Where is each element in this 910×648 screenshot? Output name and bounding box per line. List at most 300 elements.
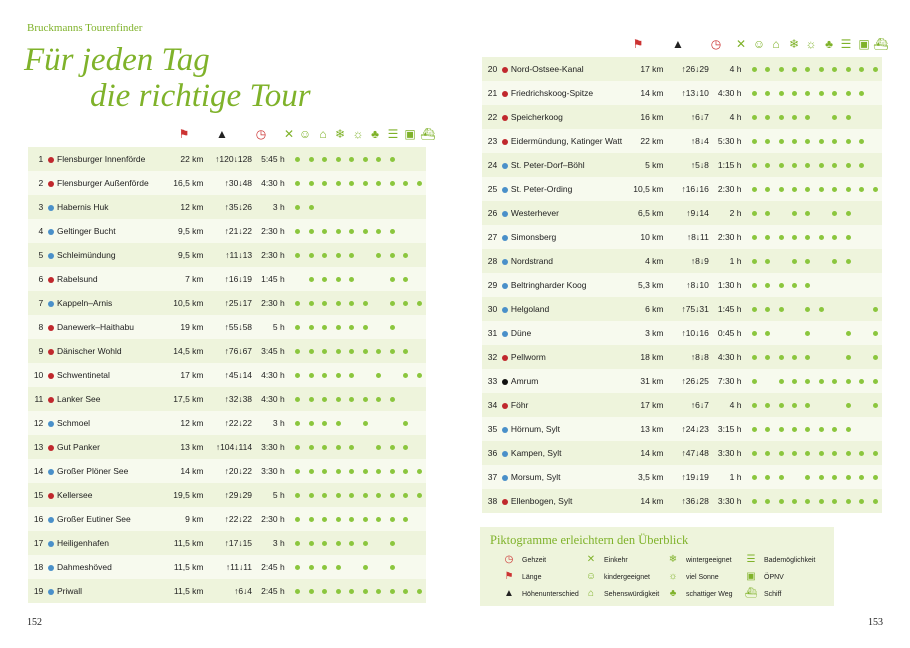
region-dot-icon — [48, 541, 54, 547]
tour-length: 11,5 km — [163, 579, 204, 603]
feature-dot-icon — [390, 589, 395, 594]
feature-dot-icon — [792, 379, 797, 384]
tour-length: 19,5 km — [163, 483, 204, 507]
feature-dot-icon — [779, 355, 784, 360]
tour-time: 2:30 h — [711, 225, 748, 249]
tour-row — [482, 345, 882, 369]
region-dot-icon — [48, 181, 54, 187]
tour-length: 14 km — [623, 489, 664, 513]
feature-dot-icon — [390, 493, 395, 498]
feature-dot-icon — [363, 397, 368, 402]
tour-time: 3:30 h — [711, 441, 748, 465]
feature-mark — [868, 489, 882, 513]
tour-elevation: ↑6↓7 — [664, 393, 711, 417]
tour-elevation: ↑47↓48 — [664, 441, 711, 465]
feature-mark — [385, 339, 399, 363]
feature-dot-icon — [349, 229, 354, 234]
feature-dot-icon — [403, 469, 408, 474]
feature-mark — [828, 369, 841, 393]
sun-icon: ☼ — [805, 37, 817, 51]
feature-dot-icon — [805, 451, 810, 456]
feature-dot-icon — [765, 283, 770, 288]
tour-time: 1 h — [711, 465, 748, 489]
feature-dot-icon — [322, 469, 327, 474]
feature-dot-icon — [846, 139, 851, 144]
tour-elevation: ↑10↓16 — [664, 321, 711, 345]
tour-number: 35 — [482, 417, 500, 441]
feature-dot-icon — [752, 307, 757, 312]
legend-label: Länge — [522, 574, 542, 581]
region-dot-icon — [48, 325, 54, 331]
feature-mark — [385, 195, 399, 219]
clock-icon: ◷ — [504, 554, 514, 565]
feature-dot-icon — [322, 445, 327, 450]
feature-dot-icon — [873, 187, 878, 192]
feature-dot-icon — [752, 427, 757, 432]
feature-mark — [842, 153, 855, 177]
feature-mark — [801, 273, 814, 297]
tour-length: 11,5 km — [163, 531, 204, 555]
feature-mark — [842, 465, 855, 489]
feature-dot-icon — [309, 373, 314, 378]
tour-number: 15 — [28, 483, 46, 507]
region-dot-icon — [48, 469, 54, 475]
feature-mark — [345, 435, 359, 459]
feature-mark — [304, 267, 318, 291]
feature-mark — [855, 393, 868, 417]
legend-label: Höhenunterschied — [522, 591, 579, 598]
feature-dot-icon — [819, 163, 824, 168]
feature-dot-icon — [765, 163, 770, 168]
feature-dot-icon — [376, 373, 381, 378]
feature-mark — [801, 345, 814, 369]
feature-dot-icon — [846, 427, 851, 432]
feature-mark — [774, 441, 787, 465]
feature-mark — [842, 297, 855, 321]
tour-length: 14 km — [623, 441, 664, 465]
feature-mark — [868, 369, 882, 393]
bathing-icon: ☰ — [840, 37, 852, 51]
feature-dot-icon — [403, 493, 408, 498]
feature-dot-icon — [390, 565, 395, 570]
feature-dot-icon — [846, 331, 851, 336]
feature-dot-icon — [819, 427, 824, 432]
feature-dot-icon — [336, 421, 341, 426]
feature-dot-icon — [349, 157, 354, 162]
tour-time: 2:30 h — [254, 219, 291, 243]
tour-row — [482, 249, 882, 273]
feature-mark — [828, 249, 841, 273]
feature-dot-icon — [846, 211, 851, 216]
tour-time: 3 h — [254, 411, 291, 435]
feature-dot-icon — [309, 493, 314, 498]
feature-mark — [291, 195, 305, 219]
tour-row — [28, 363, 426, 387]
feature-mark — [748, 153, 761, 177]
feature-mark — [385, 315, 399, 339]
feature-mark — [748, 321, 761, 345]
feature-mark — [788, 441, 801, 465]
feature-dot-icon — [832, 67, 837, 72]
feature-mark — [372, 555, 386, 579]
feature-mark — [828, 57, 841, 81]
tour-number: 26 — [482, 201, 500, 225]
feature-dot-icon — [846, 235, 851, 240]
feature-mark — [331, 195, 345, 219]
feature-mark — [761, 129, 774, 153]
feature-mark — [385, 411, 399, 435]
feature-dot-icon — [390, 397, 395, 402]
feature-dot-icon — [765, 403, 770, 408]
feature-dot-icon — [309, 541, 314, 546]
tour-time: 5:30 h — [711, 129, 748, 153]
feature-dot-icon — [779, 427, 784, 432]
feature-dot-icon — [832, 235, 837, 240]
feature-dot-icon — [873, 379, 878, 384]
feature-dot-icon — [832, 115, 837, 120]
feature-mark — [412, 483, 426, 507]
feature-dot-icon — [336, 565, 341, 570]
feature-dot-icon — [765, 67, 770, 72]
legend-label: Einkehr — [604, 557, 628, 564]
feature-mark — [399, 291, 413, 315]
feature-mark — [412, 555, 426, 579]
feature-mark — [868, 57, 882, 81]
tour-elevation: ↑13↓10 — [664, 81, 711, 105]
tour-row — [28, 483, 426, 507]
shade-icon: ♣ — [825, 37, 833, 51]
feature-dot-icon — [832, 139, 837, 144]
feature-mark — [372, 435, 386, 459]
feature-dot-icon — [322, 157, 327, 162]
tour-number: 28 — [482, 249, 500, 273]
feature-dot-icon — [805, 427, 810, 432]
tour-elevation: ↑19↓19 — [664, 465, 711, 489]
feature-mark — [345, 291, 359, 315]
feature-dot-icon — [846, 187, 851, 192]
feature-dot-icon — [309, 325, 314, 330]
feature-dot-icon — [349, 445, 354, 450]
restaurant-icon: ✕ — [735, 37, 747, 51]
feature-mark — [774, 465, 787, 489]
tour-elevation: ↑26↓25 — [664, 369, 711, 393]
feature-mark — [304, 291, 318, 315]
feature-dot-icon — [805, 403, 810, 408]
feature-mark — [842, 489, 855, 513]
feature-mark — [815, 297, 828, 321]
legend-item — [584, 587, 659, 602]
feature-dot-icon — [765, 139, 770, 144]
feature-dot-icon — [417, 469, 422, 474]
feature-dot-icon — [832, 163, 837, 168]
feature-dot-icon — [295, 157, 300, 162]
feature-dot-icon — [322, 349, 327, 354]
feature-mark — [291, 315, 305, 339]
feature-dot-icon — [349, 541, 354, 546]
region-dot — [46, 507, 55, 531]
tour-time: 4 h — [711, 105, 748, 129]
feature-mark — [385, 531, 399, 555]
feature-dot-icon — [819, 139, 824, 144]
feature-mark — [399, 243, 413, 267]
tour-row — [28, 195, 426, 219]
feature-dot-icon — [390, 517, 395, 522]
feature-dot-icon — [376, 253, 381, 258]
legend-title: Piktogramme erleichtern den Überblick — [490, 533, 689, 547]
feature-dot-icon — [309, 205, 314, 210]
feature-dot-icon — [390, 469, 395, 474]
feature-dot-icon — [805, 235, 810, 240]
feature-mark — [304, 243, 318, 267]
feature-dot-icon — [819, 187, 824, 192]
tour-name: Föhr — [509, 393, 623, 417]
legend-label: Sehenswürdigkeit — [604, 591, 660, 598]
feature-mark — [815, 153, 828, 177]
winter-icon: ❄ — [668, 554, 678, 565]
tour-elevation: ↑11↓13 — [204, 243, 255, 267]
feature-dot-icon — [779, 115, 784, 120]
tour-row — [28, 435, 426, 459]
feature-mark — [748, 201, 761, 225]
feature-mark — [748, 489, 761, 513]
tour-name: Schwentinetal — [55, 363, 163, 387]
feature-mark — [855, 321, 868, 345]
tour-row — [28, 171, 426, 195]
feature-mark — [345, 411, 359, 435]
feature-dot-icon — [417, 373, 422, 378]
region-dot-icon — [48, 205, 54, 211]
feature-dot-icon — [765, 331, 770, 336]
legend-label: kindergeeignet — [604, 574, 650, 581]
feature-dot-icon — [873, 355, 878, 360]
tour-elevation: ↑32↓38 — [204, 387, 255, 411]
region-dot-icon — [502, 211, 508, 217]
tour-length: 10,5 km — [623, 177, 664, 201]
feature-mark — [801, 153, 814, 177]
tour-elevation: ↑24↓23 — [664, 417, 711, 441]
region-dot — [46, 291, 55, 315]
feature-dot-icon — [363, 229, 368, 234]
feature-mark — [399, 171, 413, 195]
length-icon: ⚑ — [632, 37, 644, 51]
feature-dot-icon — [417, 493, 422, 498]
tour-elevation: ↑20↓22 — [204, 459, 255, 483]
bus-icon: ▣ — [746, 571, 756, 582]
icon-header-right — [630, 36, 890, 56]
feature-dot-icon — [779, 139, 784, 144]
feature-dot-icon — [295, 517, 300, 522]
feature-dot-icon — [752, 235, 757, 240]
tour-name: Flensburger Außenförde — [55, 171, 163, 195]
feature-mark — [385, 219, 399, 243]
tour-elevation: ↑120↓128 — [204, 147, 255, 171]
feature-mark — [304, 315, 318, 339]
tour-name: Ellenbogen, Sylt — [509, 489, 623, 513]
feature-dot-icon — [792, 355, 797, 360]
feature-dot-icon — [376, 229, 381, 234]
tour-name: Simonsberg — [509, 225, 623, 249]
feature-mark — [331, 411, 345, 435]
feature-mark — [801, 225, 814, 249]
feature-dot-icon — [390, 253, 395, 258]
feature-mark — [748, 465, 761, 489]
tour-time: 5 h — [254, 483, 291, 507]
feature-dot-icon — [873, 331, 878, 336]
tour-name: Beltringharder Koog — [509, 273, 623, 297]
feature-dot-icon — [832, 451, 837, 456]
feature-mark — [331, 147, 345, 171]
feature-dot-icon — [846, 115, 851, 120]
feature-mark — [788, 489, 801, 513]
tour-time: 2:30 h — [254, 243, 291, 267]
feature-dot-icon — [376, 181, 381, 186]
region-dot — [46, 219, 55, 243]
feature-mark — [412, 579, 426, 603]
feature-dot-icon — [309, 349, 314, 354]
tour-row — [28, 315, 426, 339]
feature-mark — [331, 363, 345, 387]
feature-mark — [304, 459, 318, 483]
tour-elevation: ↑25↓17 — [204, 291, 255, 315]
feature-mark — [318, 507, 332, 531]
length-icon: ⚑ — [504, 571, 514, 582]
feature-dot-icon — [846, 67, 851, 72]
tour-length: 14,5 km — [163, 339, 204, 363]
tour-time: 4:30 h — [711, 345, 748, 369]
tour-row — [482, 489, 882, 513]
tour-row — [28, 411, 426, 435]
tour-elevation: ↑45↓14 — [204, 363, 255, 387]
feature-dot-icon — [349, 253, 354, 258]
tour-length: 18 km — [623, 345, 664, 369]
feature-mark — [318, 483, 332, 507]
feature-mark — [788, 225, 801, 249]
tour-name: Rabelsund — [55, 267, 163, 291]
feature-mark — [855, 369, 868, 393]
feature-dot-icon — [752, 331, 757, 336]
bathing-icon: ☰ — [387, 127, 399, 141]
tour-elevation: ↑5↓8 — [664, 153, 711, 177]
feature-mark — [331, 579, 345, 603]
tour-time: 3 h — [254, 531, 291, 555]
tour-elevation: ↑8↓8 — [664, 345, 711, 369]
feature-mark — [412, 267, 426, 291]
tour-time: 1:30 h — [711, 273, 748, 297]
tour-name: Nordstrand — [509, 249, 623, 273]
feature-mark — [372, 339, 386, 363]
feature-mark — [815, 81, 828, 105]
feature-dot-icon — [336, 589, 341, 594]
region-dot-icon — [502, 475, 508, 481]
feature-dot-icon — [363, 349, 368, 354]
feature-mark — [331, 267, 345, 291]
feature-dot-icon — [363, 181, 368, 186]
feature-dot-icon — [805, 163, 810, 168]
feature-mark — [358, 483, 372, 507]
feature-mark — [774, 177, 787, 201]
page-number-right: 153 — [868, 617, 883, 628]
feature-mark — [842, 393, 855, 417]
feature-mark — [291, 507, 305, 531]
tour-number: 9 — [28, 339, 46, 363]
tour-time: 1 h — [711, 249, 748, 273]
feature-dot-icon — [765, 499, 770, 504]
feature-mark — [412, 435, 426, 459]
feature-mark — [385, 243, 399, 267]
feature-dot-icon — [336, 445, 341, 450]
feature-mark — [842, 129, 855, 153]
region-dot — [500, 393, 509, 417]
feature-dot-icon — [819, 67, 824, 72]
feature-mark — [815, 201, 828, 225]
feature-mark — [748, 345, 761, 369]
feature-mark — [318, 219, 332, 243]
feature-dot-icon — [752, 355, 757, 360]
feature-dot-icon — [336, 541, 341, 546]
feature-mark — [291, 387, 305, 411]
feature-dot-icon — [792, 211, 797, 216]
region-dot-icon — [48, 373, 54, 379]
region-dot-icon — [502, 331, 508, 337]
feature-mark — [761, 345, 774, 369]
tour-name: Dänischer Wohld — [55, 339, 163, 363]
sights-icon: ⌂ — [772, 37, 780, 51]
feature-mark — [788, 321, 801, 345]
feature-mark — [842, 345, 855, 369]
tour-number: 7 — [28, 291, 46, 315]
sun-icon: ☼ — [668, 571, 678, 582]
feature-dot-icon — [792, 427, 797, 432]
tour-row — [28, 507, 426, 531]
feature-dot-icon — [752, 163, 757, 168]
feature-mark — [761, 57, 774, 81]
sun-icon: ☼ — [352, 127, 364, 141]
feature-dot-icon — [805, 139, 810, 144]
feature-mark — [788, 177, 801, 201]
legend-item — [744, 570, 784, 585]
feature-mark — [358, 459, 372, 483]
elevation-icon: ▲ — [504, 588, 514, 599]
feature-mark — [304, 171, 318, 195]
feature-mark — [801, 489, 814, 513]
feature-mark — [412, 195, 426, 219]
feature-mark — [748, 57, 761, 81]
tour-number: 5 — [28, 243, 46, 267]
feature-dot-icon — [859, 91, 864, 96]
feature-dot-icon — [832, 499, 837, 504]
feature-mark — [318, 459, 332, 483]
feature-dot-icon — [295, 229, 300, 234]
feature-mark — [304, 555, 318, 579]
feature-dot-icon — [819, 235, 824, 240]
feature-dot-icon — [309, 517, 314, 522]
feature-dot-icon — [859, 451, 864, 456]
feature-mark — [399, 339, 413, 363]
legend-box — [480, 527, 834, 606]
clock-icon: ◷ — [710, 37, 722, 51]
feature-dot-icon — [792, 115, 797, 120]
feature-mark — [345, 579, 359, 603]
feature-mark — [331, 435, 345, 459]
feature-mark — [842, 105, 855, 129]
feature-mark — [815, 417, 828, 441]
feature-mark — [291, 267, 305, 291]
tour-time: 3:15 h — [711, 417, 748, 441]
feature-mark — [318, 339, 332, 363]
feature-mark — [842, 81, 855, 105]
feature-mark — [761, 177, 774, 201]
feature-dot-icon — [752, 91, 757, 96]
